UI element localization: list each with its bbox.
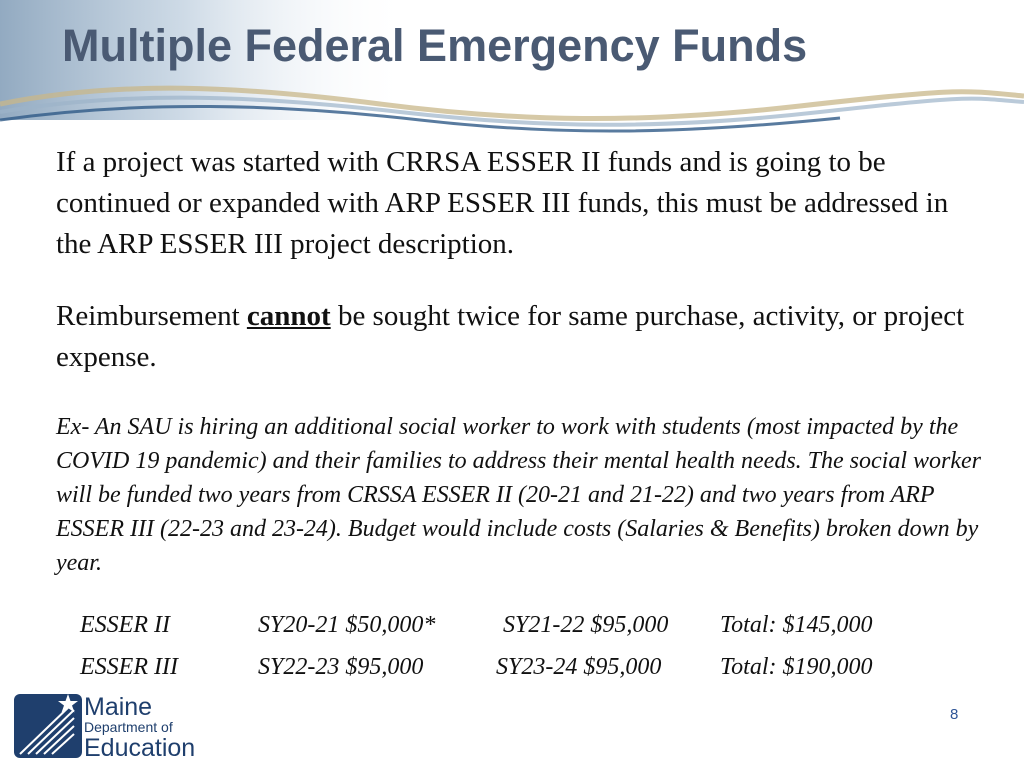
- logo-wordmark: [84, 694, 195, 761]
- logo-star-icon: [14, 692, 84, 760]
- budget-year1: SY20-21 $50,000*: [258, 612, 436, 638]
- slide-title: Multiple Federal Emergency Funds: [62, 20, 808, 71]
- budget-row-esser-iii: [80, 654, 960, 696]
- budget-total: Total: $190,000: [720, 654, 873, 680]
- budget-total: Total: $145,000: [720, 612, 873, 638]
- paragraph-reimbursement: [56, 296, 986, 378]
- logo-line-department: Department of: [84, 719, 173, 735]
- paragraph-esser-continuation: If a project was started with CRRSA ESSER II funds and is going to be continued or expanded with ARP ESSER III funds, this must be addressed in the ARP ESSER III project description.: [56, 146, 949, 260]
- logo-line-maine: Maine: [84, 693, 153, 721]
- logo-line-education: Education: [84, 734, 196, 762]
- page-number: 8: [950, 706, 959, 723]
- budget-table: [80, 612, 960, 696]
- reimbursement-text-before: Reimbursement: [56, 300, 247, 332]
- budget-year2: SY23-24 $95,000: [496, 654, 662, 680]
- budget-year1: SY22-23 $95,000: [258, 654, 424, 680]
- reimbursement-text-after: be sought twice for same purchase, activity, or project expense.: [56, 300, 965, 373]
- example-paragraph: Ex- An SAU is hiring an additional social worker to work with students (most impacted by the COVID 19 pandemic) and their families to address their mental health needs. The social worker will be funded two years from CRSSA ESSER II (20-21 and 21-22) and two years from ARP ESSER III (22-23 and 23-24). Budget would include costs (Salaries & Benefits) broken down by year.: [56, 414, 981, 576]
- budget-fund: ESSER III: [80, 654, 178, 680]
- emphasis-cannot: cannot: [246, 300, 331, 332]
- budget-year2: SY21-22 $95,000: [503, 612, 669, 638]
- maine-doe-logo: [14, 692, 214, 762]
- budget-fund: ESSER II: [80, 612, 170, 638]
- budget-row-esser-ii: [80, 612, 960, 654]
